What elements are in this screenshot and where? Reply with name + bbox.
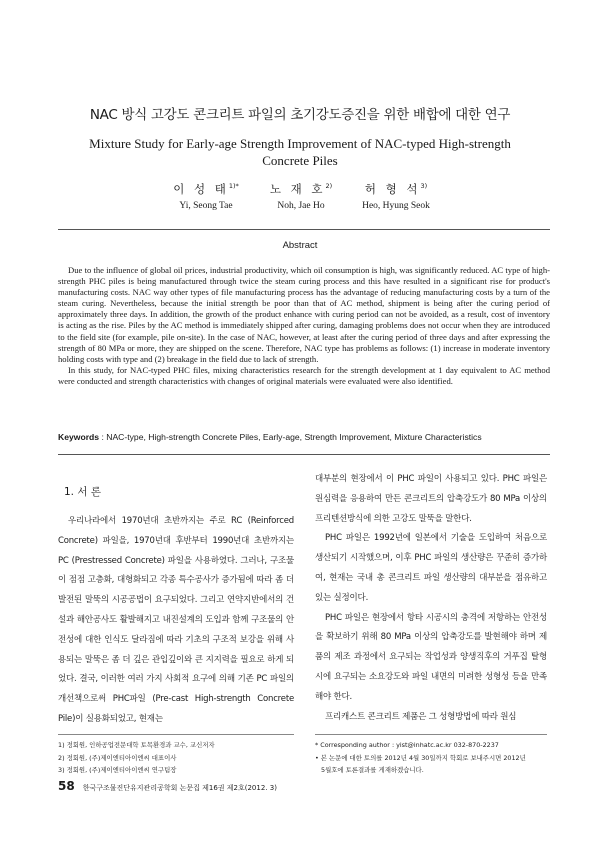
page-footer — [58, 779, 277, 793]
footnotes-correspondence — [315, 739, 555, 777]
abstract-paragraph: In this study, for NAC-typed PHC files, mixing characteristics research for the strength development at 1 day equivalent to AC method were conducted and strength characteristics with changes of original materials were evaluated were also identified. — [58, 364, 550, 386]
author-affil-mark: 2) — [325, 182, 333, 191]
author-name-ko: 허 형 석 — [364, 182, 421, 196]
body-paragraph: 대부분의 현장에서 이 PHC 파일이 사용되고 있다. PHC 파일은 원심력을 응용하여 만든 콘크리트의 압축강도가 80 MPa 이상의 프리텐션방식에 의한 고강도 말뚝을 말한다. — [315, 474, 547, 524]
author-name-en: Heo, Hyung Seok — [362, 201, 430, 211]
section-heading-introduction: 1. 서 론 — [64, 486, 101, 498]
keywords-label: Keywords — [58, 432, 100, 442]
abstract-bottom-rule — [58, 454, 550, 455]
title-english: Mixture Study for Early-age Strength Improvement of NAC-typed High-strength Concrete Piles — [89, 136, 511, 168]
abstract-body — [58, 265, 550, 387]
right-column-text — [315, 470, 547, 727]
body-paragraph: PHC 파일은 1992년에 일본에서 기술을 도입하여 처음으로 생산되기 시작했으며, 이후 PHC 파일의 생산량은 꾸준히 증가하여, 현재는 국내 총 콘크리트 파일 생산량의 대부분을 점유하고 있는 실정이다. — [315, 533, 547, 603]
title-korean: NAC 방식 고강도 콘크리트 파일의 초기강도증진을 위한 배합에 대한 연구 — [89, 107, 511, 123]
footnote: 3) 정회원, (주)제이엔티아이엔씨 연구팀장 — [58, 766, 177, 774]
footnote: 2) 정회원, (주)제이엔티아이엔씨 대표이사 — [58, 753, 177, 762]
keywords-text: : NAC-type, High-strength Concrete Piles, Early-age, Strength Improvement, Mixture Characteristics — [99, 432, 482, 442]
footnote: 5월호에 토론결과를 게재하겠습니다. — [321, 766, 424, 774]
keywords — [58, 432, 550, 442]
author-affil-mark: 1)* — [228, 182, 239, 191]
author-name-en: Yi, Seong Tae — [179, 201, 233, 211]
footnotes-affiliations — [58, 739, 298, 777]
author-affil-mark: 3) — [420, 182, 428, 191]
footnote: 1) 정회원, 인하공업전문대학 토목환경과 교수, 교신저자 — [58, 741, 215, 749]
footnote-rule-left — [58, 734, 294, 735]
author-name-ko: 이 성 태 — [173, 182, 229, 196]
abstract-heading: Abstract — [282, 240, 318, 251]
abstract-paragraph: Due to the influence of global oil prices, industrial productivity, which oil consumption is high, was significantly reduced. AC type of high-strength PHC piles is being manufactured through twice the steam curing process and this have resulted in a significant rise for product's manufacturing costs. NAC way other types of file manufacturing process has the advantage of reducing manufacturing costs by a turn of the steam curing. Nevertheless, because the initial strength be poor than that of AC method, shipment is being after the curing period of approximately three days. In addition, the growth of the product enhance with curing period can not be avoided, as a result, cost of inventory is acting as the rise. Piles by the AC method is immediately shipped after curing, damaging problems does not occur when they are introduced to the field site (for example, pile on-site). In the case of NAC, however, at least after the curing period of three days and after expressing the strength of 80 MPa or more, they are shipped on the scene. Therefore, NAC type has problems as follows: (1) increase in moderate inventory holding costs with type and (2) breakage in the field due to lack of strength. — [58, 265, 550, 364]
abstract-top-rule — [58, 229, 550, 230]
author-name-en: Noh, Jae Ho — [277, 201, 325, 211]
body-paragraph: 프리캐스트 콘크리트 제품은 그 성형방법에 따라 원심 — [325, 711, 517, 722]
footnote: • 본 논문에 대한 토의를 2012년 4월 30일까지 학회로 보내주시면 2012년 — [315, 753, 526, 762]
left-column-text — [58, 512, 294, 730]
footnote-rule-right — [315, 734, 547, 735]
author-name-ko: 노 재 호 — [269, 182, 326, 196]
author-3 — [336, 181, 456, 211]
body-paragraph: PHC 파일은 현장에서 항타 시공시의 충격에 저항하는 안전성을 확보하기 위해 80 MPa 이상의 압축강도를 발현해야 하며 제품의 제조 과정에서 요구되는 작업성과 양생직후의 거푸집 탈형시에 요구되는 소요강도와 파일 내면의 미려한 성형성 등을 만족해야 한다. — [315, 612, 547, 702]
page-number: 58 — [58, 779, 75, 793]
journal-name: 한국구조물진단유지관리공학회 논문집 제16권 제2호(2012. 3) — [82, 784, 277, 792]
footnote: * Corresponding author : yist@inhatc.ac.kr 032-870-2237 — [315, 741, 499, 749]
body-paragraph: 우리나라에서 1970년대 초반까지는 주로 RC (Reinforced Concrete) 파일을, 1970년대 후반부터 1990년대 초반까지는 PC (Prestressed Concrete) 파일을 사용하였다. 그러나, 구조물이 점점 고층화, 대형화되고 각종 특수공사가 증가됨에 따라 좀 더 발전된 말뚝의 시공공법이 요구되었다. 그리고 연약지반에서의 건설과 해안공사도 활발해지고 내진설계의 도입과 함께 구조물의 안전성에 대한 인식도 달라짐에 따라 기초의 구조적 보강을 위해 사용되는 말뚝은 좀 더 깊은 관입깊이와 큰 지지력을 필요로 하게 되었다. 결국, 이러한 여러 가지 사회적 요구에 의해 기존 PC 파일의 개선책으로써 PHC파일 (Pre-cast High-strength Concrete Pile)이 실용화되었고, 현재는 — [58, 516, 294, 724]
